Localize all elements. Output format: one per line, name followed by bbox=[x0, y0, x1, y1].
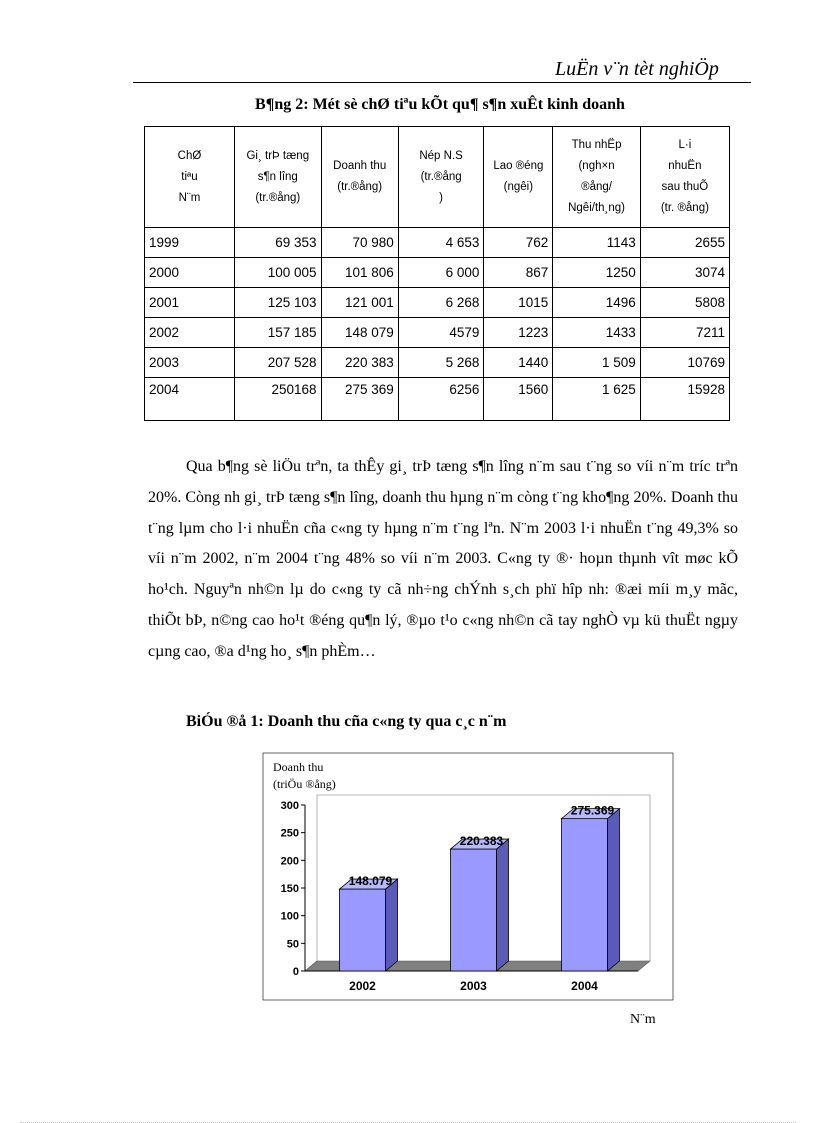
table-cell: 1 509 bbox=[553, 348, 640, 378]
table-header-line: Doanh thu bbox=[333, 160, 387, 172]
table-header-line: N¨m bbox=[178, 191, 201, 204]
chart-x-tick-label: 2003 bbox=[460, 979, 487, 993]
chart-data-label: 275.369 bbox=[570, 803, 615, 818]
chart-bar bbox=[340, 889, 386, 971]
table-header-line: sau thuÕ bbox=[661, 181, 709, 193]
chart-bar bbox=[562, 819, 608, 971]
table-cell: 157 185 bbox=[235, 318, 322, 348]
chart-title: BiÓu ®å 1: Doanh thu cña c«ng ty qua c¸c n¨m bbox=[186, 713, 507, 730]
header-title: LuËn v¨n tèt nghiÖp bbox=[555, 58, 719, 80]
table-cell: 1560 bbox=[484, 378, 553, 421]
chart-y-tick-label: 300 bbox=[280, 800, 299, 812]
table-cell: 1 625 bbox=[553, 378, 640, 421]
chart-y-tick-label: 0 bbox=[292, 966, 299, 978]
table-cell: 762 bbox=[484, 228, 553, 258]
table-cell: 6 000 bbox=[398, 258, 484, 288]
chart-ylabel-line-1: Doanh thu bbox=[273, 760, 324, 774]
paragraph-text: Qua b¶ng sè liÖu trªn, ta thÊy gi¸ trÞ tæng s¶n lîng n¨m sau t¨ng so víi n¨m tríc trªn 20%. Còng nh gi¸ trÞ tæng s¶n lîng, doanh thu hµng n¨m còng t¨ng kho¶ng 20%. Doanh thu t¨ng lµm cho l·i nhuËn cña c«ng ty hµng n¨m t¨ng lªn. N¨m 2003 l·i nhuËn t¨ng 49,3% so víi n¨m 2002, n¨m 2004 t¨ng 48% so víi n¨m 2003. C«ng ty ®· hoµn thµnh vît møc kÕ ho¹ch. Nguyªn nh©n lµ do c«ng ty cã nh÷ng chÝnh s¸ch phï hîp nh: ®æi míi m¸y mãc, thiÕt bÞ, n©ng cao ho¹t ®éng qu¶n lý, ®µo t¹o c«ng nh©n cã tay nghÒ vµ kü thuËt ngµy cµng cao, ®a d¹ng ho¸ s¶n phÈm… bbox=[148, 458, 738, 660]
table-cell: 100 005 bbox=[235, 258, 322, 288]
table-cell: 70 980 bbox=[321, 228, 398, 258]
chart-x-tick-label: 2002 bbox=[349, 979, 376, 993]
table-cell: 125 103 bbox=[235, 288, 322, 318]
chart-data-label: 220.383 bbox=[459, 834, 504, 849]
table-header-line: (ngh×n bbox=[578, 160, 615, 172]
chart-bar-side bbox=[386, 879, 398, 971]
table-cell: 121 001 bbox=[321, 288, 398, 318]
table-cell: 6256 bbox=[398, 378, 484, 421]
table-header-line: s¶n lîng bbox=[257, 170, 298, 183]
table-header-line: (tr.®ång bbox=[420, 170, 462, 183]
chart-bar-side bbox=[608, 809, 620, 971]
chart-ylabel-line-2: (triÖu ®ång) bbox=[273, 777, 336, 791]
table-cell: 1999 bbox=[145, 228, 235, 258]
table-cell: 1143 bbox=[553, 228, 640, 258]
table-header-line: nhuËn bbox=[668, 160, 702, 172]
chart-y-tick-label: 150 bbox=[280, 883, 299, 895]
table-header-line: (tr.®ång) bbox=[255, 191, 301, 204]
table-header-line: Nép N.S bbox=[419, 149, 463, 162]
table-cell: 2004 bbox=[145, 378, 235, 421]
table-cell: 220 383 bbox=[321, 348, 398, 378]
table-header-line: Thu nhËp bbox=[571, 139, 622, 151]
table-cell: 1433 bbox=[553, 318, 640, 348]
table-cell: 4 653 bbox=[398, 228, 484, 258]
table-cell: 2655 bbox=[640, 228, 729, 258]
table-cell: 250168 bbox=[235, 378, 322, 421]
table-cell: 2003 bbox=[145, 348, 235, 378]
chart-xlabel: N¨m bbox=[630, 1012, 656, 1027]
table-cell: 867 bbox=[484, 258, 553, 288]
table-cell: 207 528 bbox=[235, 348, 322, 378]
table-header-line: L·i bbox=[678, 139, 692, 151]
chart-x-tick-label: 2004 bbox=[571, 979, 598, 993]
table-cell: 1250 bbox=[553, 258, 640, 288]
table-cell: 5808 bbox=[640, 288, 729, 318]
table-header-line: Gi¸ trÞ tæng bbox=[246, 149, 310, 162]
table-header-line: Ngêi/th¸ng) bbox=[568, 202, 625, 214]
table-cell: 1496 bbox=[553, 288, 640, 318]
chart-data-label: 148.079 bbox=[348, 874, 393, 889]
table-cell: 6 268 bbox=[398, 288, 484, 318]
table-cell: 15928 bbox=[640, 378, 729, 421]
table-cell: 1440 bbox=[484, 348, 553, 378]
table-cell: 3074 bbox=[640, 258, 729, 288]
table-cell: 69 353 bbox=[235, 228, 322, 258]
chart-y-tick-label: 250 bbox=[280, 827, 299, 840]
table-header-line: (tr. ®ång) bbox=[660, 202, 709, 214]
table-cell: 5 268 bbox=[398, 348, 484, 378]
table-cell: 2000 bbox=[145, 258, 235, 288]
table-cell: 2002 bbox=[145, 318, 235, 348]
table-cell: 148 079 bbox=[321, 318, 398, 348]
table-cell: 4579 bbox=[398, 318, 484, 348]
table-cell: 1015 bbox=[484, 288, 553, 318]
table-header-line: Lao ®éng bbox=[493, 160, 544, 172]
table-cell: 2001 bbox=[145, 288, 235, 318]
table-title: B¶ng 2: Mét sè chØ tiªu kÕt qu¶ s¶n xuÊt kinh doanh bbox=[255, 96, 625, 113]
chart-y-tick-label: 50 bbox=[286, 938, 299, 951]
table-header-line: ChØ bbox=[177, 149, 202, 162]
table-header-line: (tr.®ång) bbox=[337, 181, 383, 193]
chart-bar bbox=[451, 849, 497, 971]
table-cell: 101 806 bbox=[321, 258, 398, 288]
table-cell: 10769 bbox=[640, 348, 729, 378]
chart-y-tick-label: 100 bbox=[280, 910, 299, 923]
table-header-line: tiªu bbox=[181, 170, 198, 183]
chart-bar-side bbox=[497, 839, 509, 971]
table-cell: 7211 bbox=[640, 318, 729, 348]
table-header-line: (ngêi) bbox=[503, 181, 534, 193]
table-header-line: ) bbox=[439, 191, 444, 204]
table-cell: 275 369 bbox=[321, 378, 398, 421]
chart-y-tick-label: 200 bbox=[280, 855, 299, 868]
table-header-line: ®ång/ bbox=[581, 181, 612, 193]
table-cell: 1223 bbox=[484, 318, 553, 348]
